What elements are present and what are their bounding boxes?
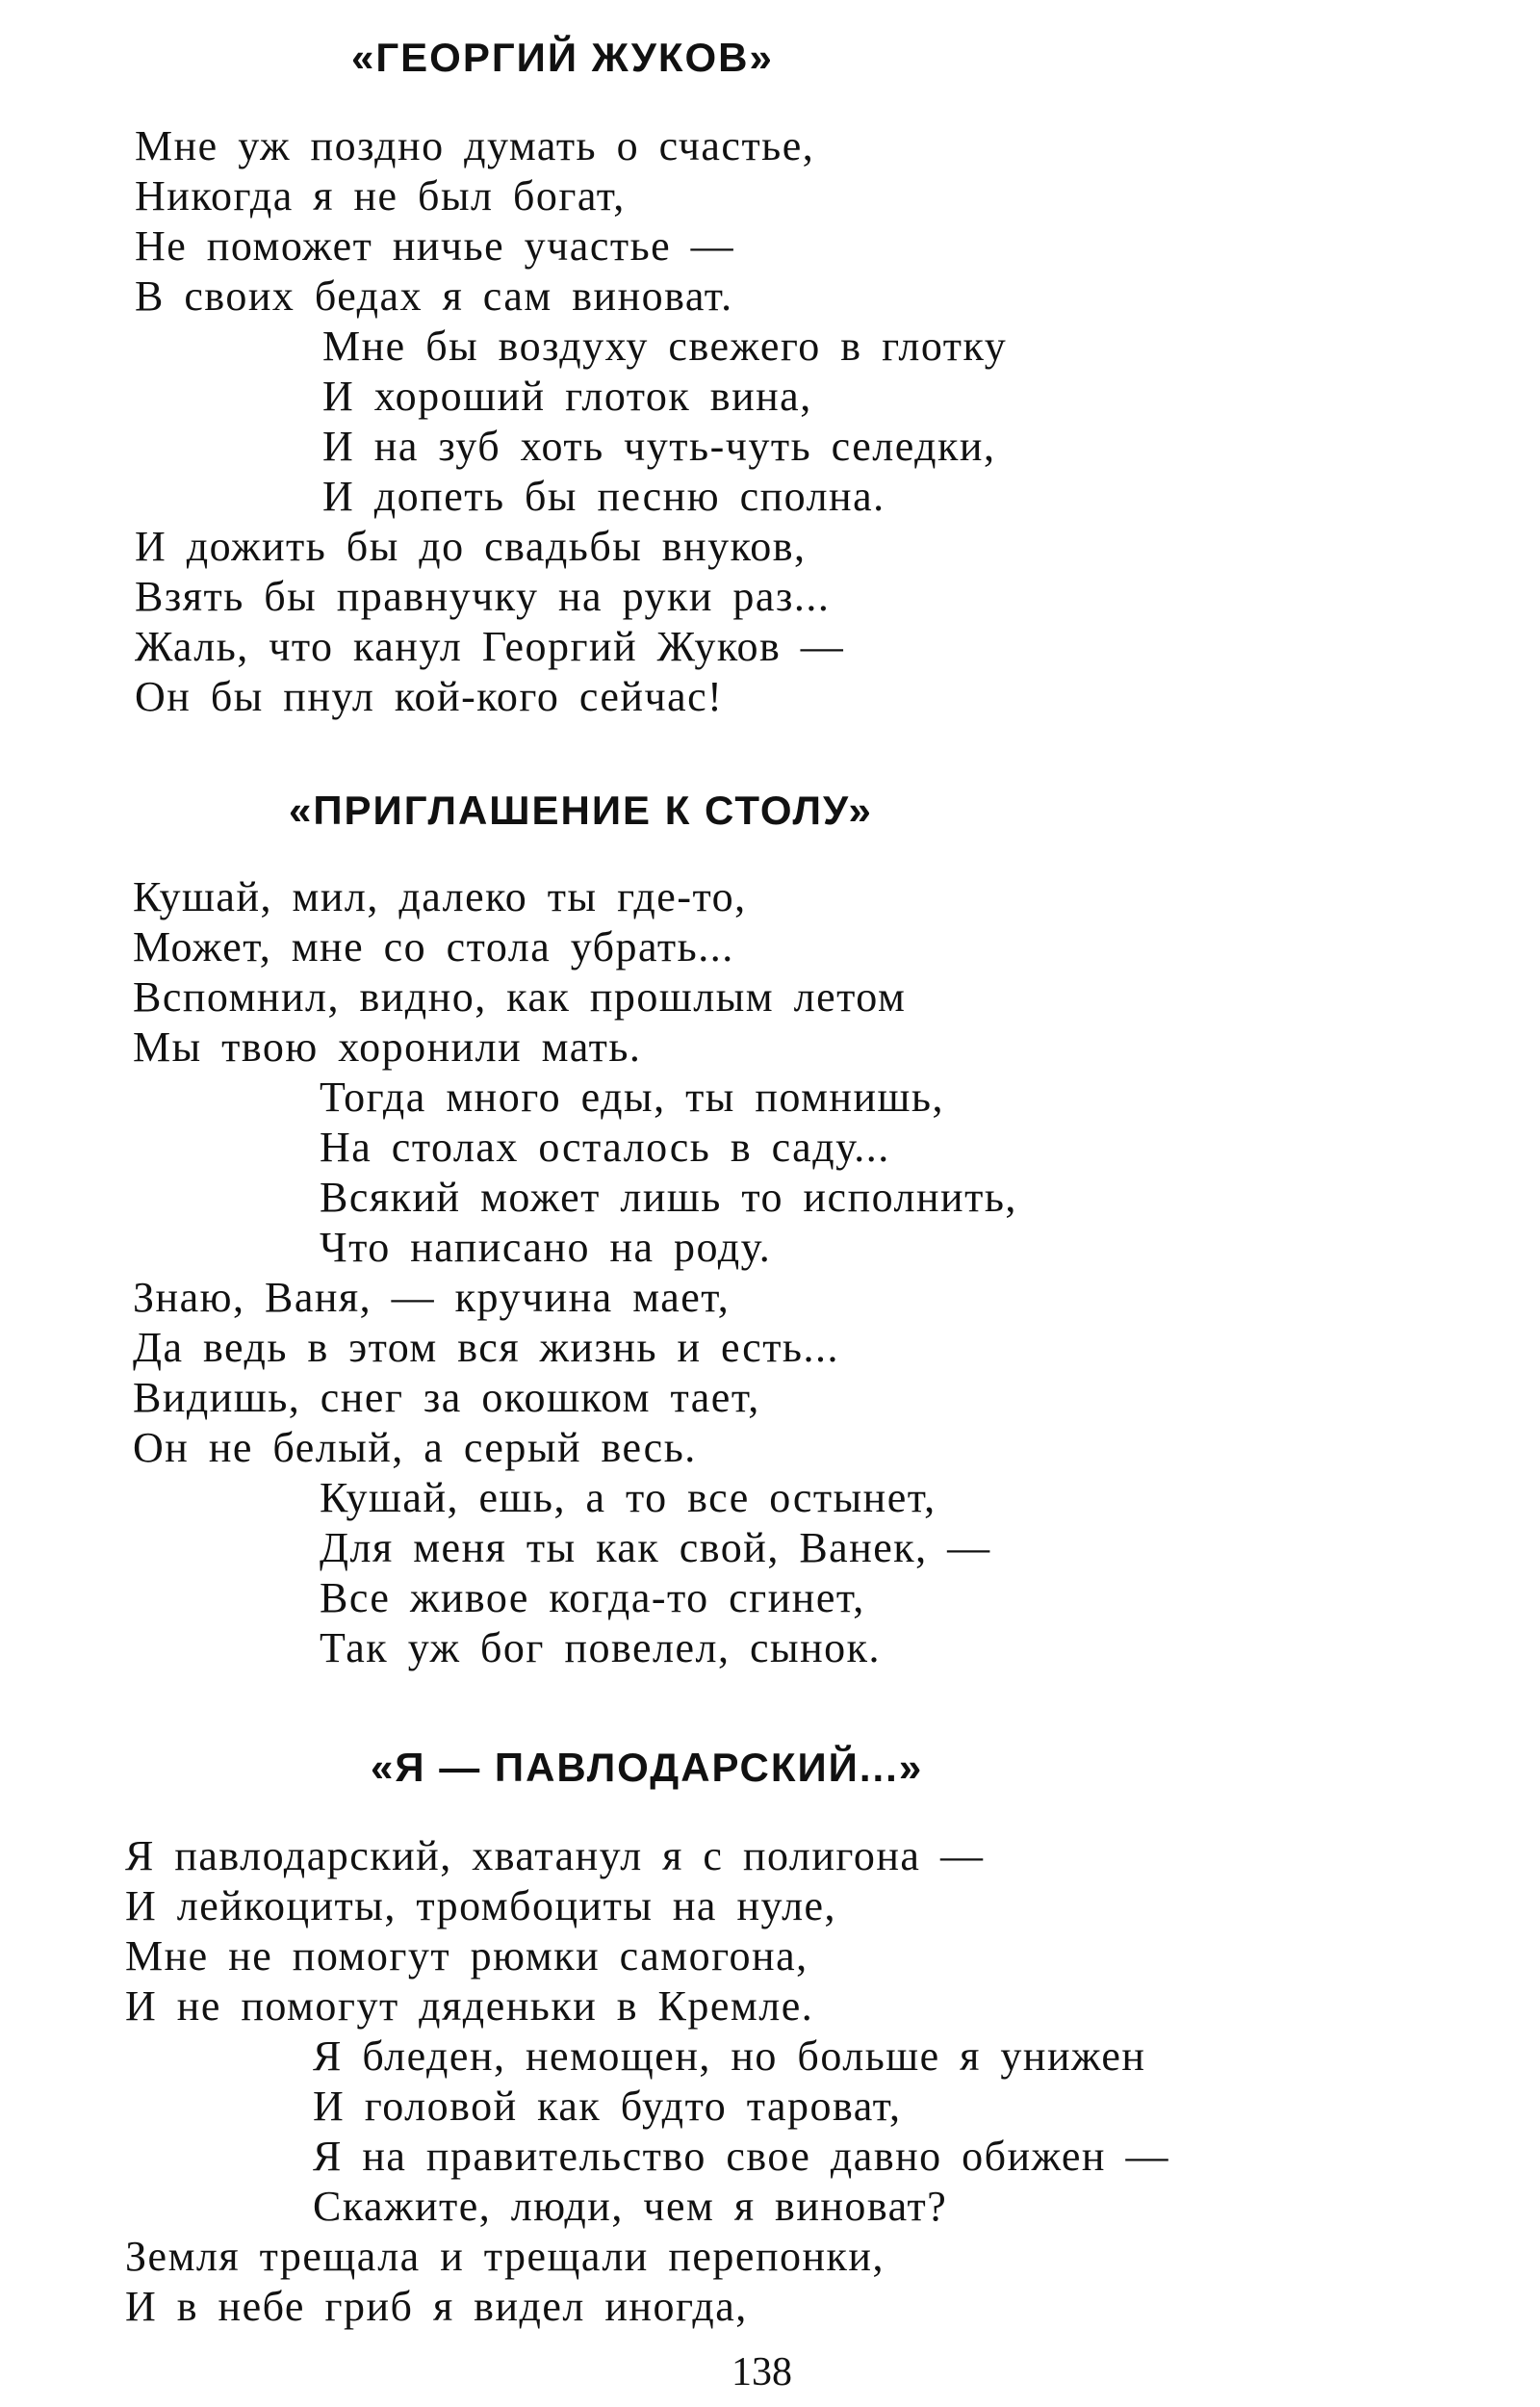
poem-line: Так уж бог повелел, сынок. [320,1624,881,1671]
poem-line: Земля трещала и трещали перепонки, [125,2233,885,2280]
poem-line: Что написано на роду. [320,1224,772,1271]
page-number: 138 [732,2350,792,2394]
poem-line: Вспомнил, видно, как прошлым летом [133,973,907,1021]
poem-line: Кушай, ешь, а то все остынет, [320,1474,937,1521]
poem-line: Да ведь в этом вся жизнь и есть... [133,1324,839,1371]
poem-line: Он не белый, а серый весь. [133,1424,697,1471]
poem-line: Жаль, что канул Георгий Жуков — [135,623,845,670]
poem-line: Всякий может лишь то исполнить, [320,1174,1017,1221]
poem-line: Все живое когда-то сгинет, [320,1574,865,1621]
poem-title: «ПРИГЛАШЕНИЕ К СТОЛУ» [289,788,873,833]
poem-line: Мы твою хоронили мать. [133,1023,642,1071]
poem-line: Мне не помогут рюмки самогона, [125,1932,808,1980]
poem-line: И на зуб хоть чуть-чуть селедки, [322,423,996,470]
poem-line: И в небе гриб я видел иногда, [125,2283,748,2330]
poem-line: Может, мне со стола убрать... [133,923,734,971]
poem-line: Никогда я не был богат, [135,172,626,220]
poem-line: И головой как будто тароват, [313,2083,902,2130]
poem-line: Взять бы правнучку на руки раз... [135,573,831,620]
poem-line: И лейкоциты, тромбоциты на нуле, [125,1882,837,1929]
poem-line: И допеть бы песню сполна. [322,473,886,520]
poem-line: Я бледен, немощен, но больше я унижен [313,2032,1146,2080]
poem-line: Тогда много еды, ты помнишь, [320,1074,944,1121]
poem-line: В своих бедах я сам виноват. [135,272,733,320]
poem-line: И хороший глоток вина, [322,373,812,420]
poem-line: Знаю, Ваня, — кручина мает, [133,1274,731,1321]
poem-line: Видишь, снег за окошком тает, [133,1374,760,1421]
poem-line: Я павлодарский, хватанул я с полигона — [125,1832,985,1879]
poem-line: Для меня ты как свой, Ванек, — [320,1524,991,1571]
poem-line: И не помогут дяденьки в Кремле. [125,1982,814,2030]
poem-line: Он бы пнул кой-кого сейчас! [135,673,724,720]
poem-line: И дожить бы до свадьбы внуков, [135,523,807,570]
poem-line: Мне бы воздуху свежего в глотку [322,323,1008,370]
poem-line: Кушай, мил, далеко ты где-то, [133,873,747,920]
poem-line: Скажите, люди, чем я виноват? [313,2183,948,2230]
poem-title: «Я — ПАВЛОДАРСКИЙ...» [371,1745,924,1790]
poem-line: На столах осталось в саду... [320,1124,890,1171]
poem-line: Я на правительство свое давно обижен — [313,2133,1169,2180]
poem-title: «ГЕОРГИЙ ЖУКОВ» [351,35,774,80]
poem-line: Не поможет ничье участье — [135,222,735,270]
poem-line: Мне уж поздно думать о счастье, [135,122,815,169]
